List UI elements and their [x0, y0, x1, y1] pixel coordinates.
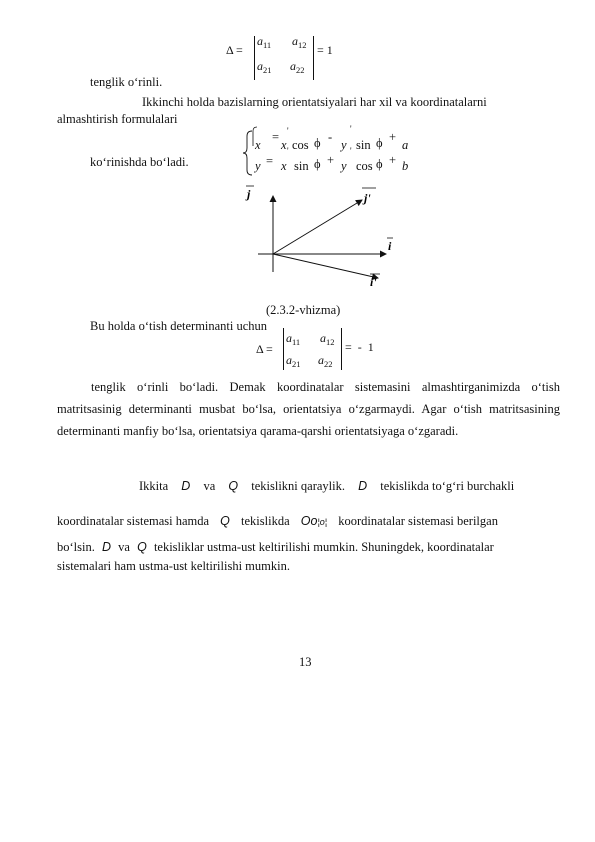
det2-bar-right	[341, 328, 342, 370]
p6-l1c: tekislikni qaraylik.	[251, 479, 345, 493]
paragraph-orientatsiya-text: tenglik o‘rinli bo‘ladi. Demak koordinatalar sistemasini almashtirganimizda o‘tish matritsasinig determinanti musbat bo‘lsa, orientatsiya o‘zgarmaydi. Agar o‘tish matritsasining determinanti manfiy bo‘lsa, orientatsiya qarama-qarshi orientatsiyaga o‘zgaradi.	[57, 380, 560, 438]
p6-l1b: va	[203, 479, 216, 493]
entry2-a21: $a_{21}$	[286, 353, 301, 369]
det-bar-right	[313, 36, 314, 80]
sys-row2-plus1: +	[327, 153, 335, 167]
determinant-positive	[226, 34, 346, 82]
entry-a21: $a_{21}$	[257, 59, 272, 75]
sys-row1-prime2: '	[350, 124, 352, 134]
basis-diagram	[236, 182, 402, 292]
paragraph-korinishda: ko‘rinishda bo‘ladi.	[90, 155, 189, 169]
sys-row2-yp: y	[341, 159, 347, 173]
det-bar-left	[254, 36, 255, 80]
plane-D-3: D	[101, 540, 112, 554]
sys-row2-plus2: +	[389, 153, 397, 167]
sys-row1-plus: +	[389, 130, 397, 144]
det-result: = 1	[317, 43, 333, 57]
sys-row2-phi2: ϕ	[376, 157, 383, 171]
transformation-system	[242, 124, 422, 180]
sys-row1-const: a	[402, 138, 409, 152]
plane-D-1: D	[181, 479, 191, 493]
det2-result: = - 1	[345, 340, 374, 354]
p6-l1a: Ikkita	[139, 479, 169, 493]
entry-a22: $a_{22}$	[290, 59, 305, 75]
p6-line4: sistemalari ham ustma-ust keltirilishi mumkin.	[57, 559, 290, 573]
sys-row2-prime1: '	[287, 146, 289, 156]
sys-row1-cos: cos	[292, 138, 309, 152]
sys-row2-prime2: '	[350, 146, 352, 156]
vector-i-prime	[273, 254, 378, 278]
sys-row1-prime1: '	[287, 126, 289, 136]
sys-row1-phi2: ϕ	[376, 136, 383, 150]
plane-Q-1: Q	[228, 479, 239, 493]
p6-line2	[57, 513, 498, 530]
sys-row2-xp: x	[281, 159, 287, 173]
sys-row2-phi1: ϕ	[314, 157, 321, 171]
sys-row1-eq: =	[272, 130, 280, 144]
vector-j-prime	[273, 200, 362, 254]
label-j: j	[247, 187, 251, 201]
p6-l2b: tekislikda	[241, 514, 290, 528]
label-i-prime: i'	[370, 275, 377, 289]
det2-bar-left	[283, 328, 284, 370]
system-O: Oo¦o¦	[300, 514, 328, 528]
plane-D-2: D	[358, 479, 368, 493]
basis-figure	[236, 182, 402, 292]
entry-a11: $a_{11}$	[257, 34, 272, 50]
sys-row1-phi1: ϕ	[314, 136, 321, 150]
figure-caption: (2.3.2-vhizma)	[266, 303, 341, 317]
sys-row1-yp: y	[341, 138, 347, 152]
paragraph-orientatsiya	[57, 376, 560, 442]
paragraph-bu-holda: Bu holda o‘tish determinanti uchun	[90, 319, 268, 333]
sys-row1-x: x	[255, 138, 261, 152]
p6-l2a: koordinatalar sistemasi hamda	[57, 514, 210, 528]
entry-a12: $a_{12}$	[292, 34, 307, 50]
sys-row2-sin: sin	[294, 159, 309, 173]
p6-l3a: bo‘lsin.	[57, 540, 95, 554]
sys-row1-sin: sin	[356, 138, 371, 152]
paragraph-ikkinchi-line1: Ikkinchi holda bazislarning orientatsiyalari har xil va koordinatalarni	[142, 95, 487, 109]
p6-l3b: va	[118, 540, 130, 554]
sys-row2-const: b	[402, 159, 409, 173]
p6-line1	[139, 478, 514, 494]
label-i: i	[388, 239, 392, 253]
sys-row1-xp: x	[281, 138, 287, 152]
p6-l1d: tekislikda to‘g‘ri burchakli	[380, 479, 515, 493]
sys-row2-eq: =	[266, 154, 274, 168]
paragraph-ikkinchi-line2: almashtirish formulalari	[57, 112, 178, 126]
plane-Q-3: Q	[137, 540, 147, 554]
label-j-prime: j'	[364, 191, 371, 205]
plane-Q-2: Q	[220, 514, 230, 528]
entry2-a22: $a_{22}$	[318, 353, 333, 369]
sys-row2-y: y	[255, 159, 261, 173]
delta-symbol: Δ =	[226, 43, 243, 57]
paragraph-tenglik: tenglik o‘rinli.	[90, 75, 163, 89]
page-number: 13	[299, 655, 312, 669]
p6-l2c: koordinatalar sistemasi berilgan	[338, 514, 498, 528]
p6-l3c: tekisliklar ustma-ust keltirilishi mumkin. Shuningdek, koordinatalar	[153, 540, 494, 554]
entry2-a11: $a_{11}$	[286, 331, 301, 347]
sys-row2-cos: cos	[356, 159, 373, 173]
p6-line3	[57, 539, 494, 555]
delta-symbol-2: Δ =	[256, 342, 273, 356]
sys-row1-minus: -	[328, 130, 333, 144]
determinant-negative	[256, 328, 396, 372]
entry2-a12: $a_{12}$	[320, 331, 335, 347]
